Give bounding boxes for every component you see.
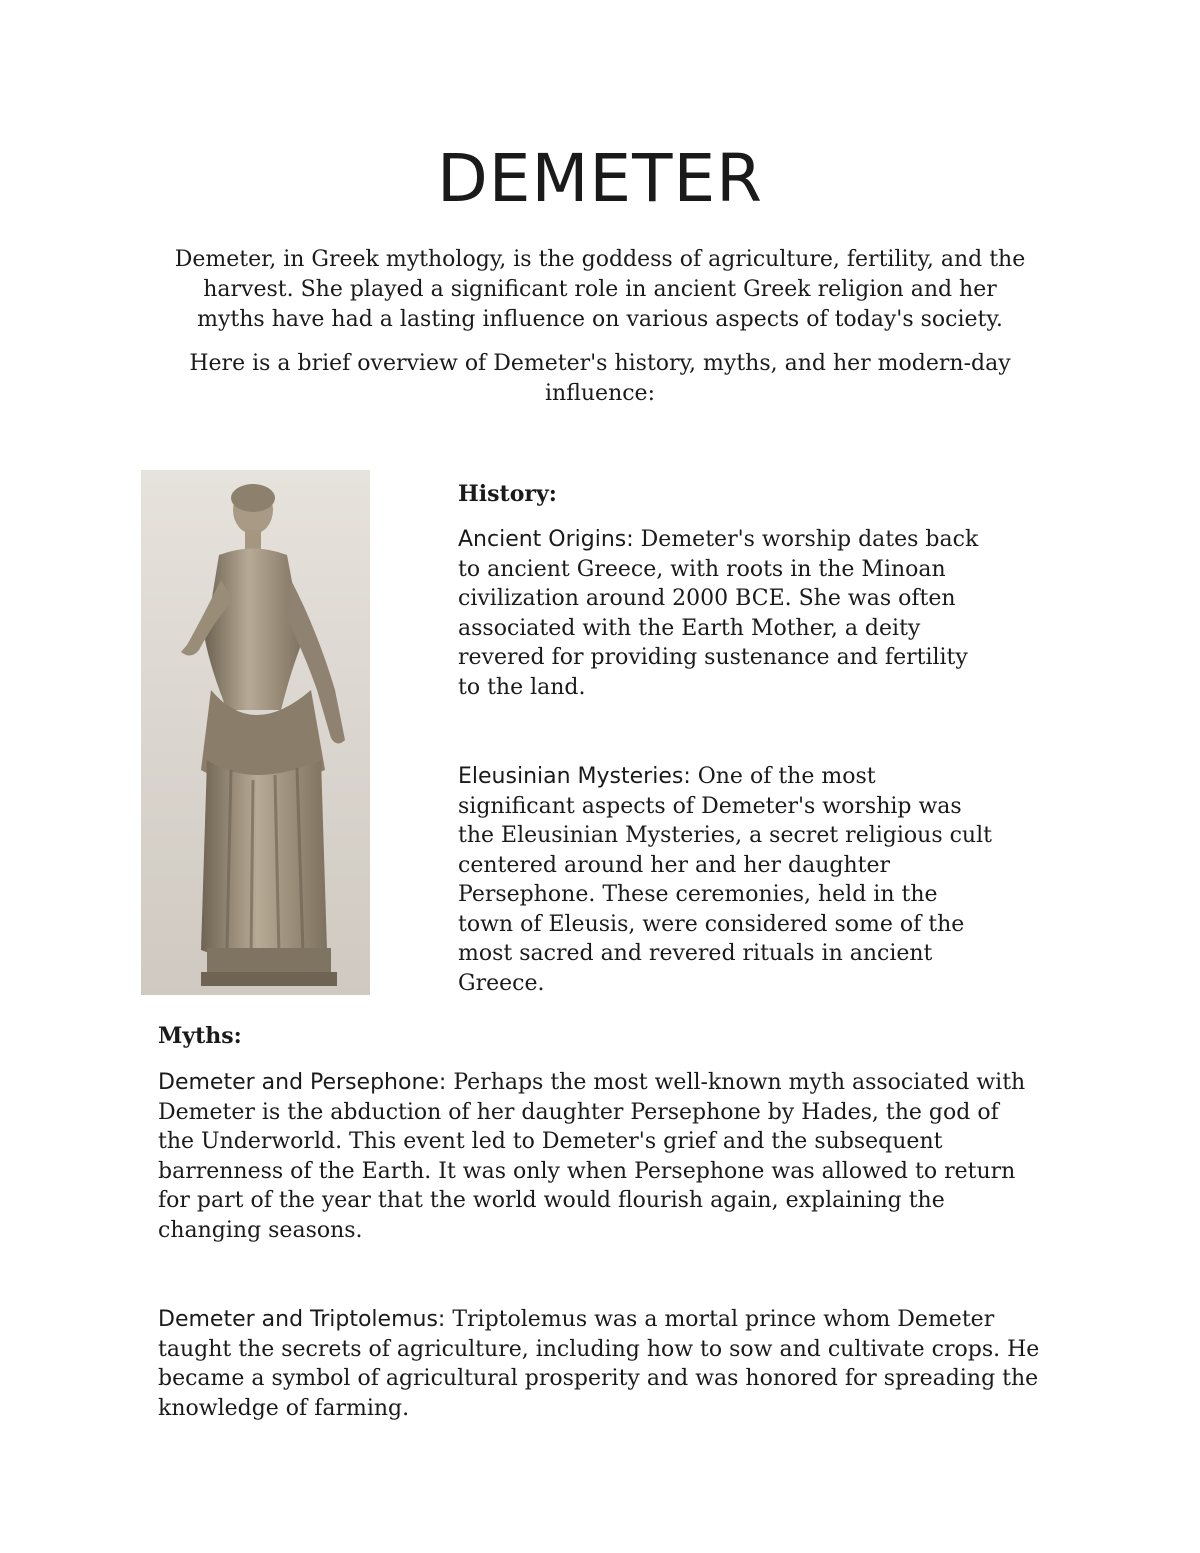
demeter-persephone-paragraph <box>158 1068 1118 1245</box>
paragraph-line: civilization around 2000 BCE. She was often <box>458 586 956 611</box>
paragraph-line <box>158 1305 1118 1335</box>
paragraph-line: to the land. <box>458 674 586 700</box>
paragraph-line: for part of the year that the world would flourish again, explaining the <box>158 1188 945 1213</box>
intro-line: Demeter, in Greek mythology, is the goddess of agriculture, fertility, and the <box>174 247 1026 272</box>
paragraph-line: the Underworld. This event led to Demeter's grief and the subsequent <box>158 1129 943 1154</box>
paragraph-line: became a symbol of agricultural prosperity and was honored for spreading the <box>158 1366 1039 1391</box>
ancient-origins-paragraph <box>458 525 1058 702</box>
paragraph-line: town of Eleusis, were considered some of the <box>458 911 965 937</box>
page-title: DEMETER <box>436 140 764 217</box>
paragraph-line: to ancient Greece, with roots in the Minoan <box>458 556 946 582</box>
intro-line: harvest. She played a significant role in ancient Greek religion and her <box>203 277 997 302</box>
overview-line: Here is a brief overview of Demeter's history, myths, and her modern-day <box>189 351 1011 376</box>
paragraph-text: Triptolemus was a mortal prince whom Demeter <box>445 1307 995 1332</box>
myths-heading: Myths: <box>158 1023 242 1049</box>
paragraph-text: One of the most <box>690 764 876 789</box>
paragraph-line <box>158 1068 1118 1098</box>
paragraph-line: knowledge of farming. <box>158 1395 410 1421</box>
demeter-triptolemus-paragraph <box>158 1305 1118 1423</box>
demeter-persephone-term: Demeter and Persephone: <box>158 1070 447 1095</box>
paragraph-line: barrenness of the Earth. It was only when Persephone was allowed to return <box>158 1158 1016 1184</box>
overview-paragraph <box>140 349 1060 409</box>
paragraph-line: the Eleusinian Mysteries, a secret religious cult <box>458 823 992 848</box>
demeter-statue-image <box>141 470 370 995</box>
paragraph-line: most sacred and revered rituals in ancient <box>458 941 933 966</box>
eleusinian-mysteries-paragraph <box>458 762 1058 998</box>
paragraph-line <box>458 762 1058 792</box>
paragraph-line: changing seasons. <box>158 1217 363 1243</box>
overview-line: influence: <box>545 381 655 406</box>
intro-paragraph <box>140 245 1060 335</box>
paragraph-line: Greece. <box>458 970 545 996</box>
intro-line: myths have had a lasting influence on various aspects of today's society. <box>197 307 1003 332</box>
paragraph-line: centered around her and her daughter <box>458 852 891 878</box>
paragraph-line: revered for providing sustenance and fertility <box>458 645 968 670</box>
demeter-triptolemus-term: Demeter and Triptolemus: <box>158 1307 446 1332</box>
ancient-origins-term: Ancient Origins: <box>458 527 634 552</box>
paragraph-line: Demeter is the abduction of her daughter Persephone by Hades, the god of <box>158 1099 999 1125</box>
paragraph-line: taught the secrets of agriculture, including how to sow and cultivate crops. He <box>158 1336 1040 1362</box>
history-heading: History: <box>458 481 557 507</box>
eleusinian-mysteries-term: Eleusinian Mysteries: <box>458 764 691 789</box>
paragraph-text: Perhaps the most well-known myth associated with <box>446 1070 1026 1095</box>
paragraph-text: Demeter's worship dates back <box>633 527 979 552</box>
paragraph-line: Persephone. These ceremonies, held in the <box>458 882 938 907</box>
paragraph-line: associated with the Earth Mother, a deity <box>458 615 921 641</box>
paragraph-line: significant aspects of Demeter's worship was <box>458 793 962 819</box>
paragraph-line <box>458 525 1058 555</box>
